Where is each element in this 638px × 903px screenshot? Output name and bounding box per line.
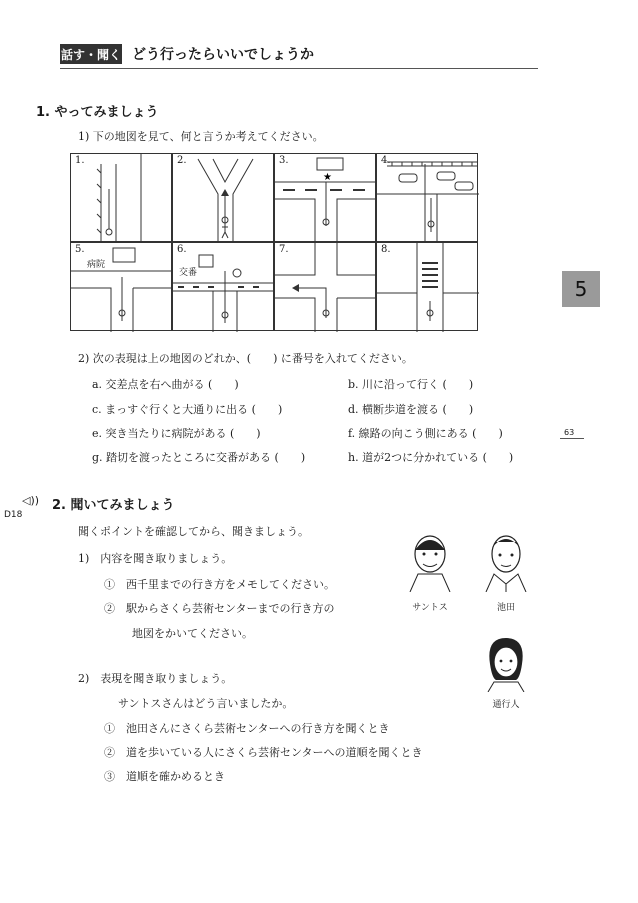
part-2: 2) 表現を聞き取りましょう。 <box>78 672 233 685</box>
part-1-item-2-cont: 地図をかいてください。 <box>132 627 253 640</box>
ikeda-label: 池田 <box>496 603 515 613</box>
cell-number: 2. <box>177 155 187 166</box>
page-number-rule <box>560 438 584 439</box>
audio-icon: ◁)) <box>22 494 40 507</box>
map-8-drawing <box>377 243 479 332</box>
section2-title: 2. 聞いてみましょう <box>52 498 175 513</box>
chapter-tab: 5 <box>562 271 600 307</box>
map-1-drawing <box>71 154 173 243</box>
cell-number: 1. <box>75 155 85 166</box>
question-2: 2) 次の表現は上の地図のどれか、( ) に番号を入れてください。 <box>78 352 413 365</box>
map-cell-7 <box>274 242 376 331</box>
cell-number: 7. <box>279 244 289 255</box>
section1-title: 1. やってみましょう <box>36 105 159 120</box>
item-a: a. 交差点を右へ曲がる ( ) <box>92 378 239 391</box>
cell-number: 4. <box>381 155 391 166</box>
map-cell-5 <box>70 242 172 331</box>
question-1: 1) 下の地図を見て、何と言うか考えてください。 <box>78 130 324 143</box>
map-grid <box>70 153 478 331</box>
section-badge: 話す・聞く <box>60 44 122 64</box>
item-b: b. 川に沿って行く ( ) <box>348 378 474 391</box>
map-3-drawing <box>275 154 377 243</box>
page-title: どう行ったらいいでしょうか <box>132 47 314 63</box>
part-1-item-2: ② 駅からさくら芸術センターまでの行き方の <box>104 602 335 615</box>
santos-portrait <box>404 528 456 592</box>
hospital-label: 病院 <box>87 260 106 270</box>
map-2-drawing <box>173 154 275 243</box>
part-2-item-3: ③ 道順を確かめるとき <box>104 770 225 783</box>
cell-number: 3. <box>279 155 289 166</box>
header-rule <box>60 68 538 69</box>
cell-number: 6. <box>177 244 187 255</box>
item-h: h. 道が2つに分かれている ( ) <box>348 451 514 464</box>
santos-label: サントス <box>412 603 448 613</box>
map-cell-8 <box>376 242 478 331</box>
map-cell-6 <box>172 242 274 331</box>
part-2-question: サントスさんはどう言いましたか。 <box>118 697 294 710</box>
police-box-label: 交番 <box>179 268 198 278</box>
map-cell-1 <box>70 153 172 242</box>
part-2-item-2: ② 道を歩いている人にさくら芸術センターへの道順を聞くとき <box>104 746 423 759</box>
item-e: e. 突き当たりに病院がある ( ) <box>92 427 261 440</box>
ikeda-portrait <box>480 528 532 592</box>
passerby-label: 通行人 <box>492 700 520 710</box>
item-c: c. まっすぐ行くと大通りに出る ( ) <box>92 403 283 416</box>
map-cell-4 <box>376 153 478 242</box>
item-g: g. 踏切を渡ったところに交番がある ( ) <box>92 451 306 464</box>
map-cell-3 <box>274 153 376 242</box>
passerby-portrait <box>480 634 532 692</box>
cell-number: 5. <box>75 244 85 255</box>
part-2-item-1: ① 池田さんにさくら芸術センターへの行き方を聞くとき <box>104 722 390 735</box>
page-number: 63 <box>564 428 575 437</box>
part-1-item-1: ① 西千里までの行き方をメモしてください。 <box>104 578 335 591</box>
map-6-drawing <box>173 243 275 332</box>
audio-track: D18 <box>4 510 23 520</box>
cell-number: 8. <box>381 244 391 255</box>
map-cell-2 <box>172 153 274 242</box>
item-f: f. 線路の向こう側にある ( ) <box>348 427 503 440</box>
part-1: 1) 内容を聞き取りましょう。 <box>78 552 233 565</box>
item-d: d. 横断歩道を渡る ( ) <box>348 403 474 416</box>
map-7-drawing <box>275 243 377 332</box>
map-4-drawing <box>377 154 479 243</box>
section2-intro: 聞くポイントを確認してから、聞きましょう。 <box>78 525 309 538</box>
svg-text:★: ★ <box>323 172 332 183</box>
